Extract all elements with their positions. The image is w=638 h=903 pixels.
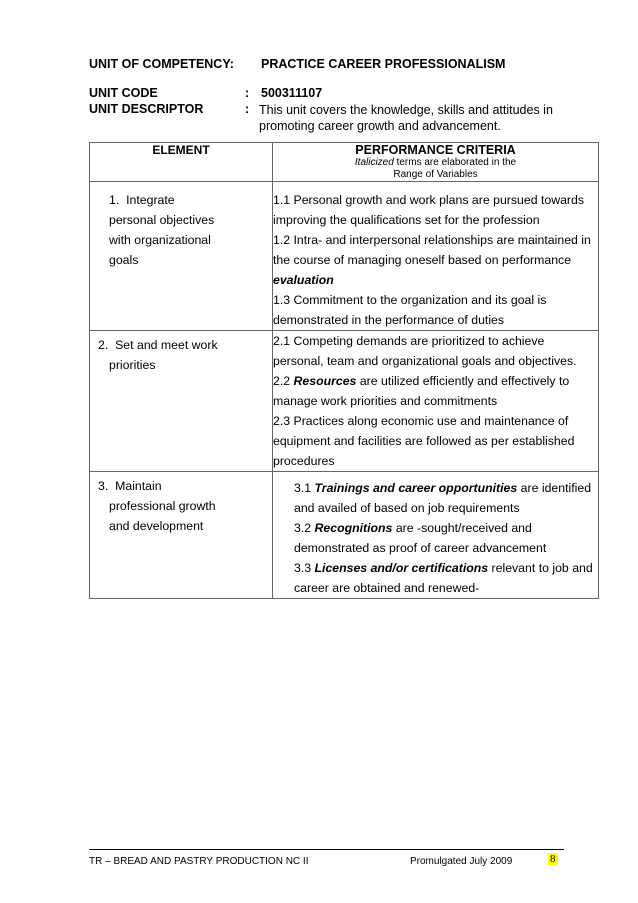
unit-descriptor-text [259, 102, 553, 134]
element-number: 1. [109, 193, 120, 207]
element-line: 2. Set and meet work [98, 338, 218, 352]
note-text: terms are elaborated in the [393, 157, 517, 168]
element-line: 3. Maintain [98, 479, 162, 493]
performance-criteria-note [273, 157, 598, 169]
element-line: personal objectives [109, 213, 215, 227]
criterion: 2.1 Competing demands are prioritized to achieve personal, team and organizational goals and objectives. [273, 334, 577, 368]
performance-criteria-note-line2: Range of Variables [393, 169, 478, 180]
element-line: with organizational [109, 233, 211, 247]
element-cell [90, 472, 273, 599]
unit-descriptor-sep: : [245, 102, 250, 116]
criteria-cell [273, 472, 599, 599]
table-row [90, 472, 599, 599]
footer-title: TR – BREAD AND PASTRY PRODUCTION NC II [89, 856, 309, 867]
element-number: 2. [98, 338, 109, 352]
element-line: professional growth [109, 499, 216, 513]
italicized-word: Italicized [354, 157, 394, 168]
range-term: Resources [293, 374, 357, 388]
element-header: ELEMENT [90, 143, 273, 182]
performance-criteria-header [273, 143, 599, 182]
unit-code-value: 500311107 [261, 86, 323, 100]
table-row [90, 331, 599, 472]
criteria-cell [273, 182, 599, 331]
unit-descriptor-label: UNIT DESCRIPTOR [89, 102, 204, 116]
criterion: 2.3 Practices along economic use and maintenance of equipment and facilities are followed as per established procedures [273, 414, 575, 468]
element-line: and development [109, 519, 204, 533]
element-line: priorities [109, 358, 156, 372]
criterion: 1.2 Intra- and interpersonal relationships are maintained in the course of managing oneself based on performance evaluation [273, 233, 591, 287]
performance-criteria-title: PERFORMANCE CRITERIA [355, 143, 516, 157]
element-cell [90, 331, 273, 472]
criterion: 2.2 Resources are utilized efficiently and effectively to manage work priorities and commitments [273, 374, 570, 408]
range-term: Licenses and/or certifications [314, 561, 489, 575]
footer-promulgated: Promulgated July 2009 [410, 856, 513, 867]
unit-of-competency-value: PRACTICE CAREER PROFESSIONALISM [261, 57, 506, 71]
unit-code-label: UNIT CODE [89, 86, 158, 100]
unit-code-sep: : [245, 86, 250, 100]
criterion: 1.1 Personal growth and work plans are pursued towards improving the qualifications set for the profession [273, 193, 585, 227]
unit-descriptor-line1: This unit covers the knowledge, skills and attitudes in [259, 103, 553, 117]
element-line: 1. Integrate [109, 193, 175, 207]
criterion: 1.3 Commitment to the organization and its goal is demonstrated in the performance of duties [273, 293, 547, 327]
criteria-cell [273, 331, 599, 472]
criterion: 3.1 Trainings and career opportunities are identified and availed of based on job requirements [294, 481, 592, 515]
element-cell [90, 182, 273, 331]
table-row [90, 182, 599, 331]
range-term: evaluation [273, 273, 334, 287]
footer-divider [89, 849, 564, 850]
page-number: 8 [550, 853, 556, 865]
unit-descriptor-line2: promoting career growth and advancement. [259, 119, 501, 133]
unit-of-competency-label: UNIT OF COMPETENCY: [89, 57, 234, 71]
criterion: 3.2 Recognitions are -sought/received and demonstrated as proof of career advancement [294, 521, 547, 555]
range-term: Trainings and career opportunities [314, 481, 518, 495]
competency-table [89, 142, 599, 599]
element-number: 3. [98, 479, 109, 493]
range-term: Recognitions [314, 521, 393, 535]
element-line: goals [109, 253, 139, 267]
criterion: 3.3 Licenses and/or certifications relevant to job and career are obtained and renewed- [294, 561, 593, 595]
